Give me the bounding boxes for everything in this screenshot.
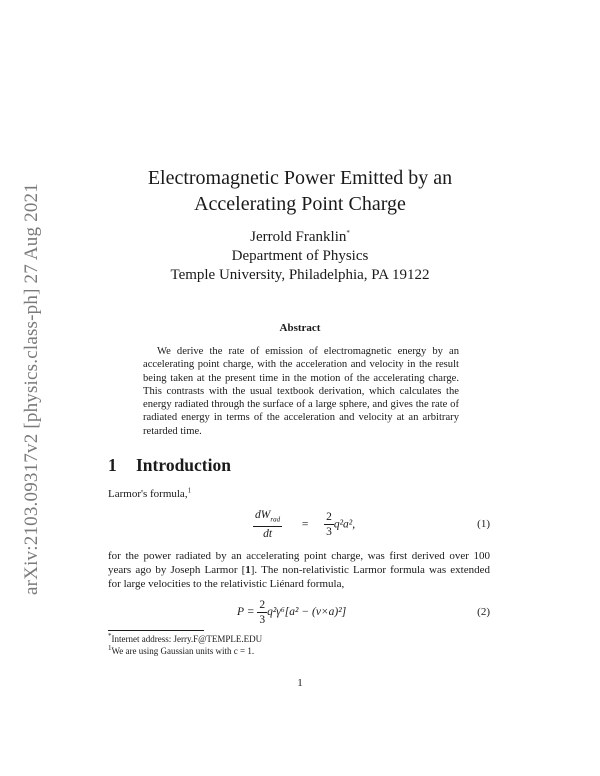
equation-1 (253, 508, 355, 541)
equation-1-label: (1) (477, 518, 490, 530)
footnote-ref-1[interactable]: 1 (187, 486, 192, 495)
eq2-coef-den: 3 (259, 614, 266, 626)
eq1-subscript: rad (270, 515, 281, 524)
eq2-rhs: q²γ⁶[a² − (v×a)²] (267, 606, 347, 619)
section-number: 1 (108, 455, 117, 475)
eq1-equals: = (301, 518, 309, 531)
footnote-1 (108, 633, 262, 645)
paper-title (100, 165, 500, 217)
paragraph-history (108, 549, 490, 591)
equation-2 (237, 598, 346, 627)
affiliation: Temple University, Philadelphia, PA 19122 (170, 267, 430, 283)
citation-1[interactable]: 1 (245, 564, 251, 576)
paragraph-history-text-b: ]. The non-relativistic Larmor formula was extended for large velocities to the relativistic Liénard formula, (108, 564, 490, 590)
author-block (100, 228, 500, 285)
eq2-coef-num: 2 (259, 599, 266, 611)
equation-2-label: (2) (477, 606, 490, 618)
author-name (100, 228, 500, 247)
eq1-derivative (253, 508, 282, 541)
section-heading (108, 455, 231, 476)
author-name-text: Jerrold Franklin (250, 229, 347, 245)
author-footnote-mark: * (346, 229, 350, 237)
paragraph-history-text-a: for the power radiated by an accelerating point charge, was first derived over 100 years ago by Joseph Larmor [ (108, 550, 490, 576)
abstract-heading: Abstract (279, 322, 321, 334)
eq1-coef-den: 3 (326, 526, 332, 539)
eq2-lhs: P = (237, 606, 255, 619)
footnote-1-mark: * (108, 632, 112, 640)
section-title: Introduction (136, 455, 231, 475)
arxiv-stamp: arXiv:2103.09317v2 [physics.class-ph] 27 Aug 2021 (21, 183, 42, 595)
footnote-rule (108, 630, 204, 631)
paragraph-larmor-text: Larmor's formula, (108, 488, 188, 500)
department: Department of Physics (231, 248, 369, 264)
title-line-2: Accelerating Point Charge (194, 193, 406, 215)
footnote-2-mark: 1 (108, 644, 112, 652)
eq2-coefficient (257, 598, 267, 627)
eq1-rhs: q²a², (333, 518, 356, 531)
footnote-1-text: Internet address: Jerry.F@TEMPLE.EDU (111, 634, 263, 644)
eq1-denominator: dt (263, 528, 273, 541)
page-number: 1 (297, 677, 303, 689)
abstract-text: We derive the rate of emission of electromagnetic energy by an accelerating point charge, with the acceleration and velocity in the result being taken at the present time in the motion of the accelerating charge. This contrasts with the usual textbook derivation, which calculates the energy radiated through the surface of a large sphere, and gives the rate of radiated energy in terms of the acceleration and velocity at an arbitrary retarded time. (143, 346, 459, 437)
paragraph-larmor (108, 487, 490, 501)
title-line-1: Electromagnetic Power Emitted by an (147, 167, 453, 189)
eq1-coefficient (324, 510, 334, 539)
eq1-coef-num: 2 (326, 511, 332, 524)
footnote-2-text: We are using Gaussian units with c = 1. (111, 646, 255, 656)
eq1-numerator: dW (255, 509, 271, 521)
footnote-2 (108, 645, 254, 657)
